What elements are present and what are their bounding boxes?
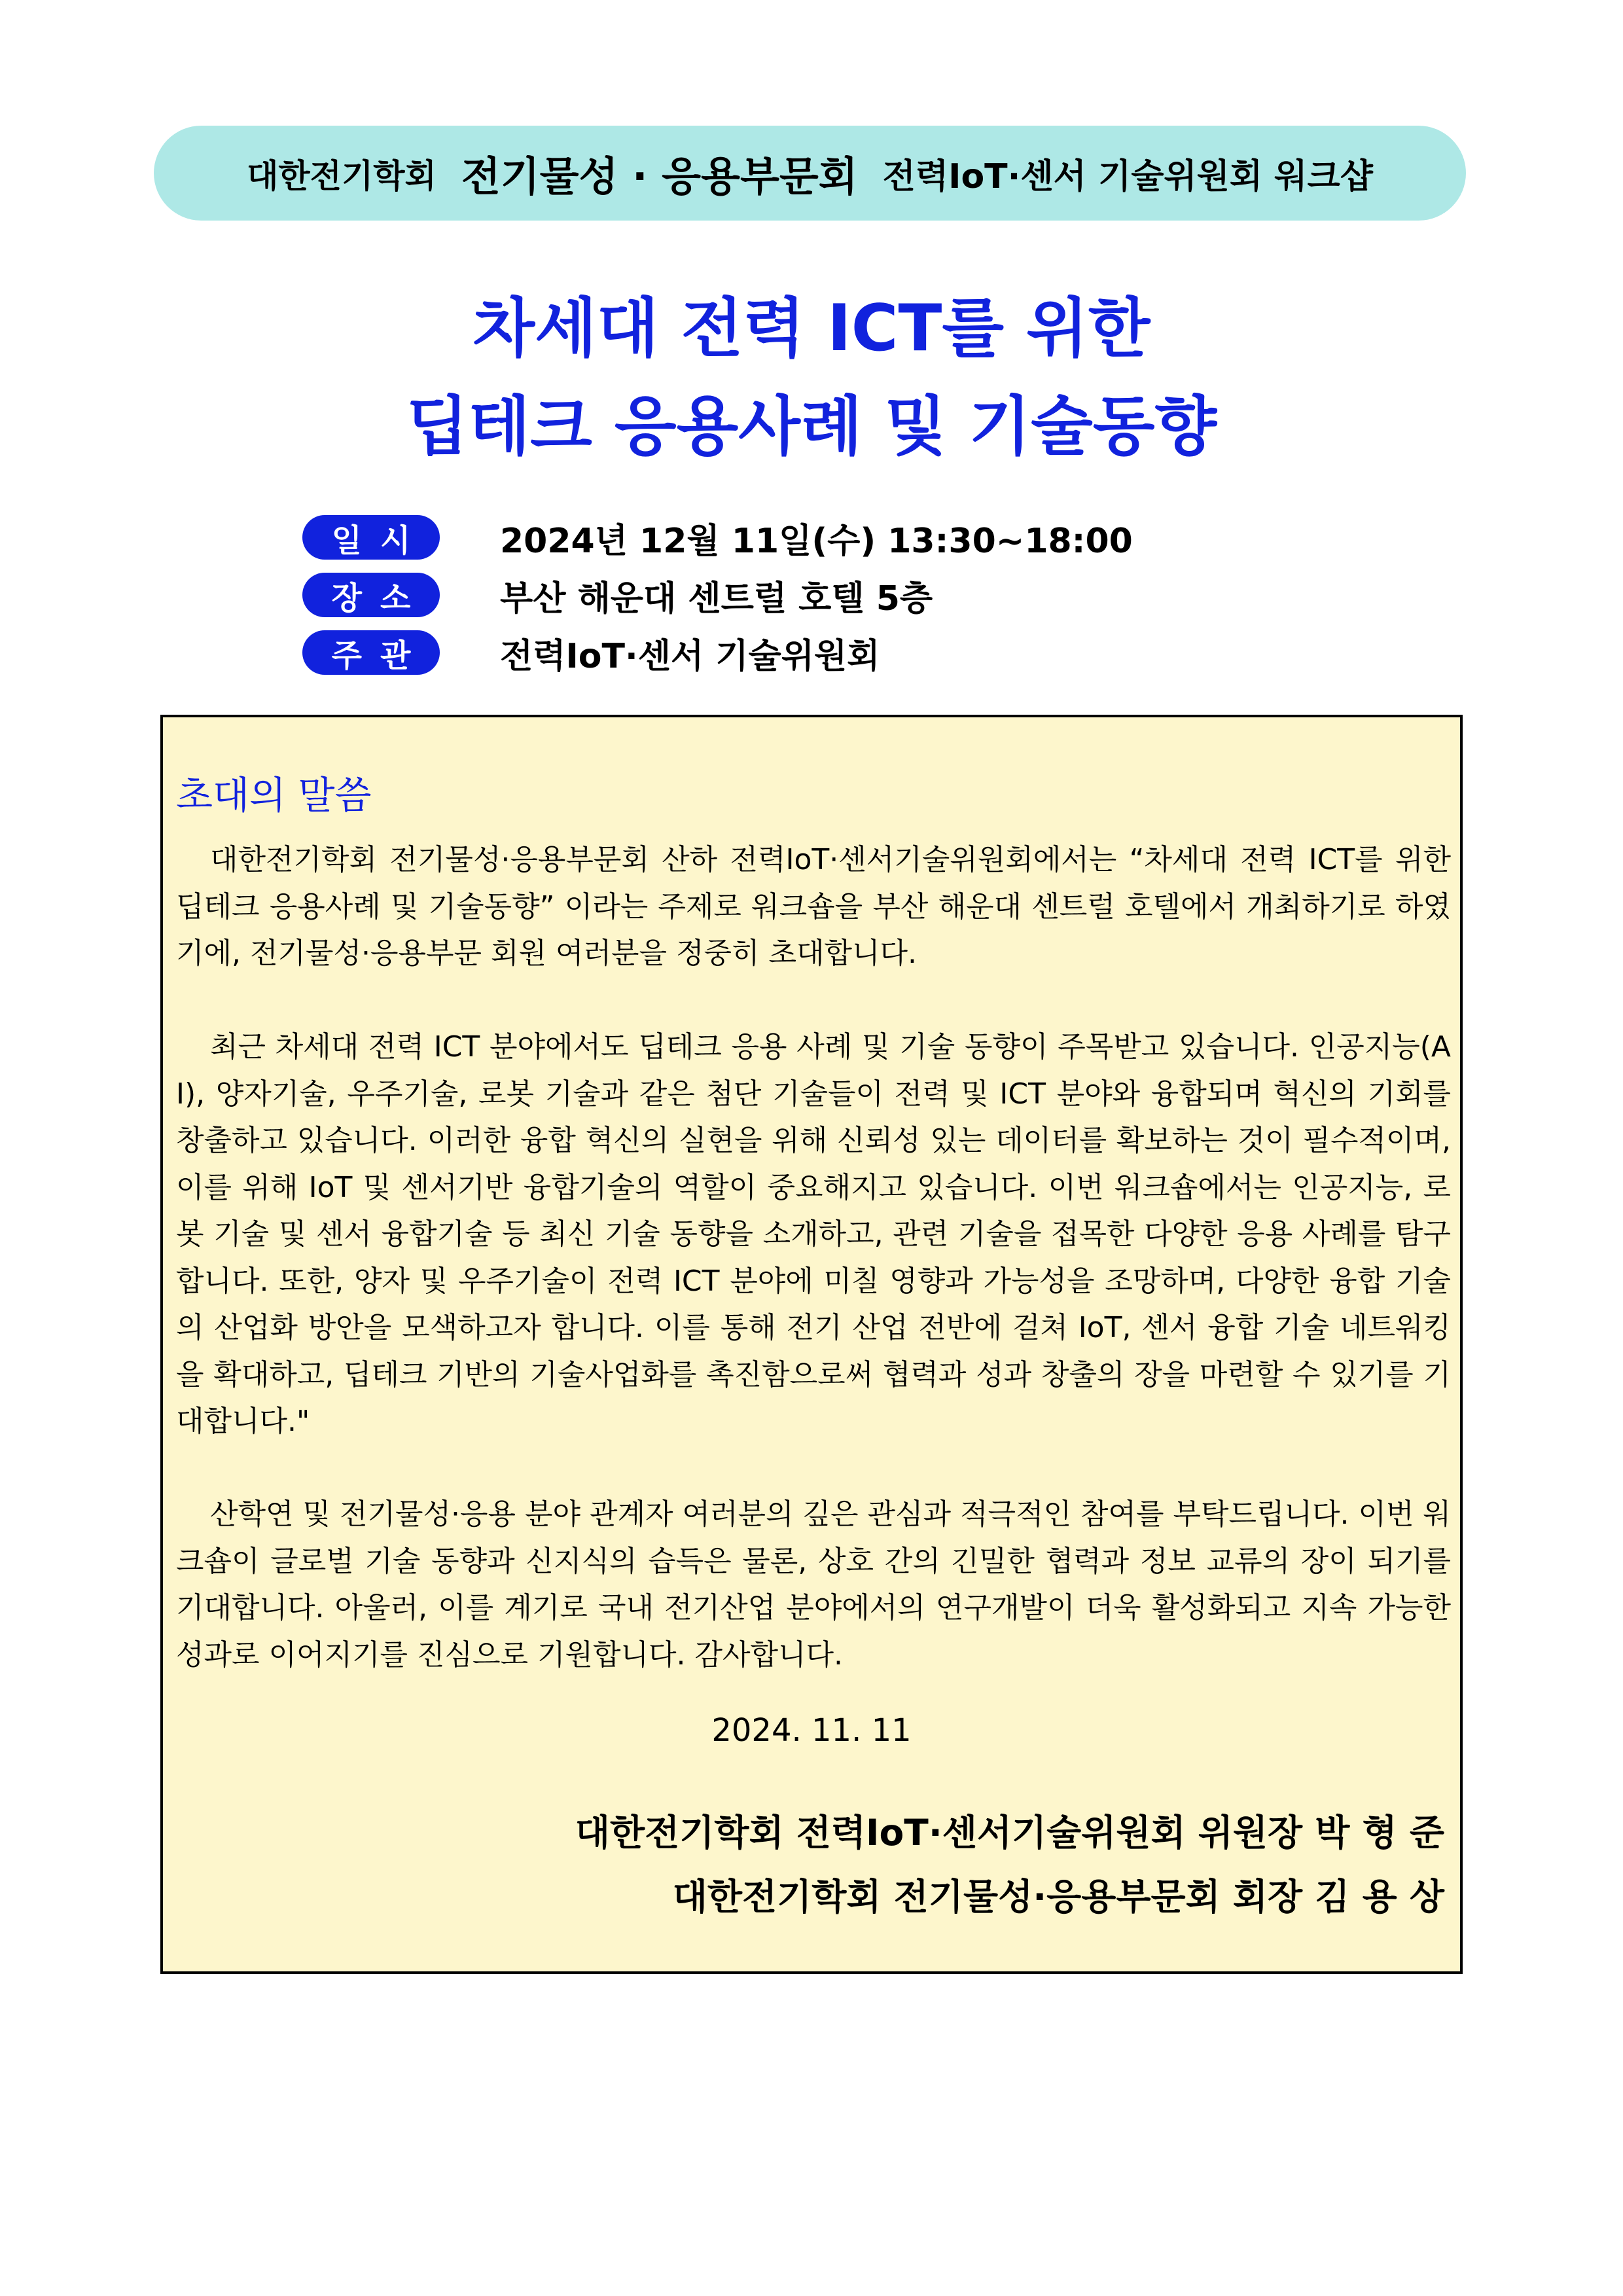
info-value-venue: 부산 해운대 센트럴 호텔 5층 xyxy=(500,579,933,619)
banner-committee-workshop: 전력IoT·센서 기술위원회 워크샵 xyxy=(882,157,1373,196)
info-row-datetime xyxy=(302,512,1133,563)
banner-division: 전기물성 · 응용부문회 xyxy=(461,152,858,200)
main-title-line-2: 딥테크 응용사례 및 기술동향 xyxy=(406,389,1217,464)
signature-committee-chair: 대한전기학회 전력IoT·센서기술위원회 위원장 박 형 준 xyxy=(575,1812,1444,1854)
invitation-heading: 초대의 말씀 xyxy=(176,773,372,817)
info-row-host xyxy=(302,627,880,678)
info-label-datetime: 일시 xyxy=(302,515,440,560)
info-label-venue: 장소 xyxy=(302,573,440,617)
banner-society: 대한전기학회 xyxy=(247,156,437,195)
info-label-host: 주관 xyxy=(302,630,440,675)
info-value-host: 전력IoT·센서 기술위원회 xyxy=(500,636,880,676)
invitation-paragraph-3: 산학연 및 전기물성·응용 분야 관계자 여러분의 깊은 관심과 적극적인 참여를 부탁드립니다. 이번 워크숍이 글로벌 기술 동향과 신지식의 습득은 물론, 상호 간의 긴밀한 협력과 정보 교류의 장이 되기를 기대합니다. 아울러, 이를 계기로 국내 전기산업 분야에서의 연구개발이 더욱 활성화되고 지속 가능한 성과로 이어지기를 진심으로 기원합니다. 감사합니다. xyxy=(176,1498,1451,1672)
invitation-paragraph-2: 최근 차세대 전력 ICT 분야에서도 딥테크 응용 사례 및 기술 동향이 주목받고 있습니다. 인공지능(AI), 양자기술, 우주기술, 로봇 기술과 같은 첨단 기술들이 전력 및 ICT 분야와 융합되며 혁신의 기회를 창출하고 있습니다. 이러한 융합 혁신의 실현을 위해 신뢰성 있는 데이터를 확보하는 것이 필수적이며, 이를 위해 IoT 및 센서기반 융합기술의 역할이 중요해지고 있습니다. 이번 워크숍에서는 인공지능, 로봇 기술 및 센서 융합기술 등 최신 기술 동향을 소개하고, 관련 기술을 접목한 다양한 응용 사례를 탐구합니다. 또한, 양자 및 우주기술이 전력 ICT 분야에 미칠 영향과 가능성을 조망하며, 다양한 융합 기술의 산업화 방안을 모색하고자 합니다. 이를 통해 전기 산업 전반에 걸쳐 IoT, 센서 융합 기술 네트워킹을 확대하고, 딥테크 기반의 기술사업화를 촉진함으로써 협력과 성과 창출의 장을 마련할 수 있기를 기대합니다." xyxy=(176,1030,1452,1438)
info-row-venue xyxy=(302,569,933,620)
signature-division-president: 대한전기학회 전기물성·응용부문회 회장 김 용 상 xyxy=(672,1876,1444,1918)
info-value-datetime: 2024년 12월 11일(수) 13:30~18:00 xyxy=(500,521,1133,561)
main-title-line-1: 차세대 전력 ICT를 위한 xyxy=(473,291,1150,366)
invitation-box xyxy=(160,715,1463,1974)
invitation-date: 2024. 11. 11 xyxy=(711,1712,912,1749)
header-banner xyxy=(154,126,1466,221)
invitation-paragraph-1: 대한전기학회 전기물성·응용부문회 산하 전력IoT·센서기술위원회에서는 “차세대 전력 ICT를 위한 딥테크 응용사례 및 기술동향” 이라는 주제로 워크숍을 부산 해운대 센트럴 호텔에서 개최하기로 하였기에, 전기물성·응용부문 회원 여러분을 정중히 초대합니다. xyxy=(176,843,1451,970)
